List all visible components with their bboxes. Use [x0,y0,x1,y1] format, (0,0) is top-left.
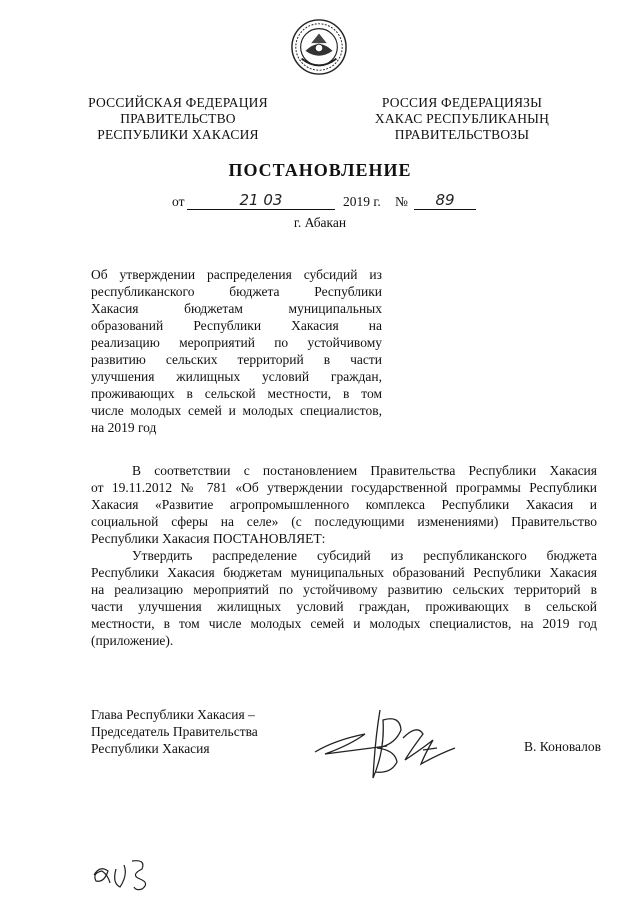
body-line: на реализацию мероприятий по устойчивому развитию сельских территорий в [91,582,597,597]
subject-line: развитию сельских территорий в части [91,352,382,367]
handwritten-signature [305,690,465,785]
subject-line: проживающих в сельской местности, в том [91,386,382,401]
body-line: В соответствии с постановлением Правительства Республики Хакасия [132,463,597,478]
subject-line: образований Республики Хакасия на [91,318,382,333]
body-line: Хакасия «Развитие агропромышленного комплекса Республики Хакасия и [91,497,597,512]
number-field: 89 [414,193,476,210]
number-label: № [395,194,408,209]
header-left-line: ПРАВИТЕЛЬСТВО [120,111,236,126]
coat-of-arms-emblem-icon [290,18,348,76]
header-right-line: ПРАВИТЕЛЬСТВОЗЫ [394,127,530,142]
body-line: Утвердить распределение субсидий из республиканского бюджета [132,548,597,563]
body-line: (приложение). [91,633,174,648]
document-body [91,462,597,649]
signatory-name: В. Коновалов [524,739,601,754]
subject-line: Об утверждении распределения субсидий из [91,267,382,282]
subject-line: республиканского бюджета Республики [91,284,382,299]
body-line: социальной сферы на селе» (с последующими изменениями) Правительство [91,514,597,529]
header-right-block [360,95,564,143]
body-line: от 19.11.2012 № 781 «Об утверждении государственной программы Республики [91,480,597,495]
subject-line: Хакасия бюджетам муниципальных [91,301,382,316]
document-title: ПОСТАНОВЛЕНИЕ [228,160,412,180]
signatory-position [91,706,291,757]
header-right-line: ХАКАС РЕСПУБЛИКАНЫҢ [374,111,550,126]
position-line: Председатель Правительства [91,724,258,739]
position-line: Республики Хакасия [91,741,210,756]
document-subject [91,266,382,436]
body-line: Республики Хакасия ПОСТАНОВЛЯЕТ: [91,531,326,546]
position-line: Глава Республики Хакасия – [91,707,255,722]
body-line: местности, в том числе молодых семей и молодых специалистов, на 2019 год [91,616,597,631]
subject-line: реализацию мероприятий по устойчивому [91,335,382,350]
subject-line: на 2019 год [91,420,157,435]
header-left-line: РОССИЙСКАЯ ФЕДЕРАЦИЯ [88,95,268,110]
header-right-line: РОССИЯ ФЕДЕРАЦИЯЗЫ [381,95,543,110]
header-left-block [78,95,278,143]
subject-line: числе молодых семей и молодых специалистов, [91,403,382,418]
subject-line: улучшения жилищных условий граждан, [91,369,382,384]
year-label: 2019 г. [343,194,381,209]
body-line: части улучшения жилищных условий граждан, проживающих в сельской [91,599,597,614]
from-label: от [172,194,185,209]
body-line: Республики Хакасия бюджетам муниципальных образований Республики Хакасия [91,565,597,580]
date-field: 21 03 [187,193,335,210]
header-left-line: РЕСПУБЛИКИ ХАКАСИЯ [97,127,259,142]
handwritten-initials [90,853,160,893]
city-label: г. Абакан [293,215,347,230]
